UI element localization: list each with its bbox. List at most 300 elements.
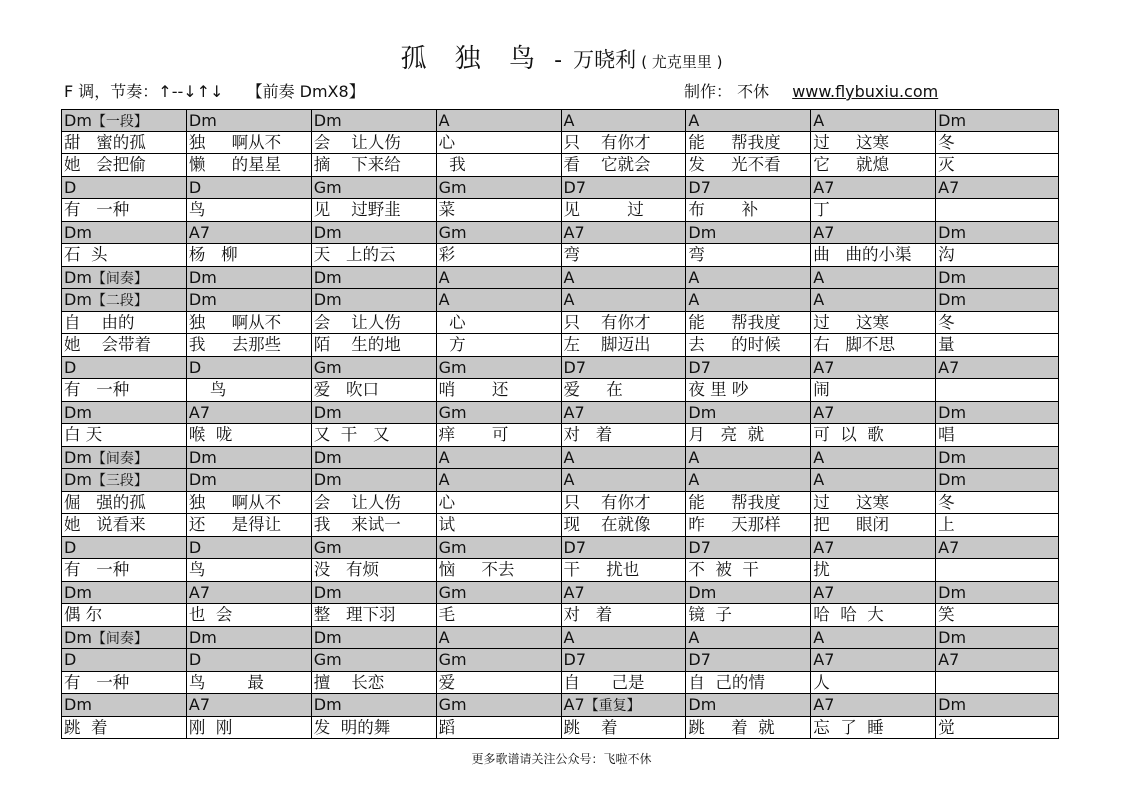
chord-cell [62, 402, 187, 424]
chord-name: Gm [438, 582, 467, 602]
chord-cell [437, 289, 562, 311]
lyric-cell: 整 理下羽 [312, 604, 437, 626]
chord-cell [437, 469, 562, 491]
chord-cell [187, 357, 312, 379]
chord-name: A7 [813, 402, 835, 422]
chord-name: A [563, 267, 575, 287]
lyric-cell: 弯 [686, 244, 811, 266]
chord-cell [62, 289, 187, 311]
lyric-cell: 菜 [437, 199, 562, 221]
chord-row [61, 109, 1059, 132]
lyric-row [61, 559, 1059, 582]
chord-name: D7 [688, 357, 711, 377]
chord-cell [811, 222, 936, 244]
lyric-cell: 唱 [936, 424, 1059, 446]
lyric-cell: 方 [437, 334, 562, 356]
chord-name: A [688, 470, 700, 489]
lyric-cell: 石 头 [62, 244, 187, 266]
chord-row [61, 627, 1059, 650]
lyric-cell: 自 己的情 [686, 672, 811, 694]
chord-name: D7 [688, 650, 711, 669]
chord-cell [312, 110, 437, 131]
chord-name: Dm [938, 695, 967, 714]
chord-row [61, 582, 1059, 605]
chord-name: A7 [813, 357, 835, 377]
chord-cell [686, 537, 811, 559]
lyric-cell: 心 [437, 492, 562, 514]
lyric-cell: 丁 [811, 199, 936, 221]
chord-cell [62, 222, 187, 244]
chord-name: Dm [938, 222, 967, 242]
lyric-cell: 自 由的 [62, 312, 187, 334]
lyric-row [61, 672, 1059, 695]
lyric-cell: 过 这寒 [811, 132, 936, 154]
chord-cell [686, 402, 811, 424]
chord-cell [936, 357, 1059, 379]
chord-name: D [188, 537, 202, 557]
instrument-subtitle: ( 尤克里里 ) [641, 53, 723, 71]
chord-name: Dm [188, 290, 217, 309]
lyric-cell: 跳 着 [62, 717, 187, 739]
chord-cell [562, 582, 687, 604]
chord-cell [187, 649, 312, 671]
lyric-cell: 过 这寒 [811, 312, 936, 334]
chord-cell [187, 627, 312, 649]
chord-cell [686, 627, 811, 649]
chord-cell [936, 469, 1059, 491]
chord-name: A [563, 470, 575, 489]
chord-name: Dm [188, 447, 217, 467]
chord-cell [811, 649, 936, 671]
lyric-cell: 有 一种 [62, 672, 187, 694]
chord-row [61, 537, 1059, 560]
website-link[interactable]: www.flybuxiu.com [792, 82, 939, 101]
chord-cell [936, 694, 1059, 716]
chord-cell [437, 537, 562, 559]
chord-cell [936, 222, 1059, 244]
chord-name: A [813, 470, 825, 489]
lyric-cell: 左 脚迈出 [562, 334, 687, 356]
lyric-cell: 月 亮 就 [686, 424, 811, 446]
lyric-cell: 又 干 又 [312, 424, 437, 446]
chord-name: D7 [688, 177, 711, 197]
section-label: 【三段】 [91, 473, 148, 489]
chord-cell [187, 289, 312, 311]
lyric-cell: 心 [437, 312, 562, 334]
lyric-cell: 独 啊从不 [187, 132, 312, 154]
section-label: 【间奏】 [91, 630, 148, 647]
chord-cell [686, 694, 811, 716]
lyric-cell: 看 它就会 [562, 154, 687, 176]
lyric-cell: 发 明的舞 [312, 717, 437, 739]
chord-cell [187, 222, 312, 244]
chord-name: D7 [563, 537, 586, 557]
chord-cell [437, 447, 562, 469]
lyric-cell: 跳 着 [562, 717, 687, 739]
chord-row [61, 469, 1059, 492]
chord-cell [437, 694, 562, 716]
chord-cell [936, 447, 1059, 469]
lyric-row [61, 132, 1059, 155]
chord-cell [811, 582, 936, 604]
chord-cell [686, 289, 811, 311]
lyric-cell: 天 上的云 [312, 244, 437, 266]
chord-cell [312, 537, 437, 559]
chord-name: A [563, 627, 575, 647]
chord-cell [936, 110, 1059, 131]
lyric-row [61, 717, 1059, 740]
lyric-cell [936, 379, 1059, 401]
chord-name: Dm [313, 447, 342, 467]
chord-cell [811, 447, 936, 469]
lyric-cell: 曲 曲的小渠 [811, 244, 936, 266]
chord-cell [811, 357, 936, 379]
chord-name: Dm [64, 695, 92, 714]
chord-cell [562, 469, 687, 491]
lyric-cell: 觉 [936, 717, 1059, 739]
chord-cell [62, 627, 187, 649]
lyric-cell: 蹈 [437, 717, 562, 739]
lyric-row [61, 244, 1059, 267]
chord-name: Gm [438, 537, 467, 557]
chord-name: A7 [188, 222, 210, 242]
lyric-cell: 毛 [437, 604, 562, 626]
chord-name: D [188, 650, 202, 669]
chord-cell [437, 267, 562, 289]
chord-name: A7 [188, 402, 210, 422]
chord-cell [312, 222, 437, 244]
lyric-cell: 心 [437, 132, 562, 154]
chord-name: Dm [313, 222, 342, 242]
chord-name: Gm [438, 695, 467, 714]
lyric-cell: 弯 [562, 244, 687, 266]
title-separator: - [554, 48, 563, 73]
chord-cell [437, 177, 562, 199]
chord-cell [811, 289, 936, 311]
chord-name: Gm [438, 177, 467, 197]
chord-row [61, 357, 1059, 380]
chord-name: A [438, 290, 450, 309]
lyric-cell: 有 一种 [62, 559, 187, 581]
lyric-cell: 没 有烦 [312, 559, 437, 581]
chord-name: Dm [313, 470, 342, 489]
chord-cell [936, 289, 1059, 311]
chord-row [61, 447, 1059, 470]
chord-name: A [688, 111, 700, 130]
chord-cell [562, 177, 687, 199]
chord-cell [562, 402, 687, 424]
chord-name: A [563, 290, 575, 309]
chord-name: Gm [438, 402, 467, 422]
chord-name: D7 [563, 650, 586, 669]
lyric-cell: 扰 [811, 559, 936, 581]
chord-cell [811, 267, 936, 289]
song-meta [64, 79, 365, 102]
lyric-cell: 哨 还 [437, 379, 562, 401]
section-label: 【间奏】 [91, 270, 148, 287]
chord-name: Dm [64, 447, 92, 467]
chord-name: Dm [313, 290, 342, 309]
lyric-cell: 试 [437, 514, 562, 536]
lyric-cell: 昨 天那样 [686, 514, 811, 536]
lyric-cell: 冬 [936, 492, 1059, 514]
lyric-cell: 她 会把偷 [62, 154, 187, 176]
lyric-cell [936, 672, 1059, 694]
lyric-cell: 刚 刚 [187, 717, 312, 739]
chord-name: A7 [563, 582, 585, 602]
lyric-cell: 会 让人伤 [312, 312, 437, 334]
chord-cell [437, 357, 562, 379]
intro-note: 【前奏 DmX8】 [246, 82, 365, 101]
chord-name: Dm [188, 111, 217, 130]
chord-lyric-sheet [61, 109, 1059, 739]
lyric-cell: 会 让人伤 [312, 132, 437, 154]
chord-name: A [688, 267, 700, 287]
lyric-cell: 不 被 干 [686, 559, 811, 581]
lyric-cell: 冬 [936, 312, 1059, 334]
lyric-row [61, 334, 1059, 357]
chord-row [61, 694, 1059, 717]
chord-name: Dm [688, 695, 717, 714]
lyric-cell: 见 过野韭 [312, 199, 437, 221]
lyric-cell: 右 脚不思 [811, 334, 936, 356]
chord-name: Gm [438, 650, 467, 669]
chord-cell [62, 447, 187, 469]
chord-name: A [438, 447, 450, 467]
lyric-cell: 对 着 [562, 424, 687, 446]
lyric-cell: 人 [811, 672, 936, 694]
chord-cell [187, 267, 312, 289]
section-label: 【间奏】 [91, 450, 148, 467]
chord-cell [62, 582, 187, 604]
lyric-row [61, 514, 1059, 537]
lyric-cell: 鸟 最 [187, 672, 312, 694]
chord-name: A [688, 290, 700, 309]
chord-cell [936, 177, 1059, 199]
chord-cell [562, 537, 687, 559]
chord-cell [686, 177, 811, 199]
chord-cell [686, 222, 811, 244]
chord-name: Dm [938, 582, 967, 602]
lyric-cell: 也 会 [187, 604, 312, 626]
chord-cell [312, 627, 437, 649]
lyric-cell: 可 以 歌 [811, 424, 936, 446]
chord-name: A [813, 290, 825, 309]
chord-name: Dm [313, 695, 342, 714]
credits [684, 79, 938, 102]
chord-cell [187, 469, 312, 491]
key-rhythm: F 调，节奏：↑--↓↑↓ [64, 82, 224, 101]
song-title: 孤 独 鸟 [400, 44, 546, 74]
chord-name: D7 [688, 537, 711, 557]
chord-name: A7 [938, 177, 960, 197]
chord-name: Dm [313, 111, 342, 130]
lyric-cell: 独 啊从不 [187, 312, 312, 334]
chord-name: A [438, 470, 450, 489]
chord-name: A7 [188, 695, 210, 714]
chord-cell [312, 289, 437, 311]
lyric-cell: 上 [936, 514, 1059, 536]
chord-name: Gm [313, 650, 342, 669]
section-label: 【二段】 [91, 293, 148, 309]
lyric-cell: 哈 哈 大 [811, 604, 936, 626]
chord-name: A [438, 111, 450, 130]
chord-name: A7 [813, 650, 835, 669]
section-label: 【一段】 [91, 114, 148, 130]
chord-cell [686, 267, 811, 289]
lyric-cell: 忘 了 睡 [811, 717, 936, 739]
chord-name: A7 [813, 222, 835, 242]
chord-cell [562, 222, 687, 244]
chord-name: Dm [313, 267, 342, 287]
lyric-cell: 爱 [437, 672, 562, 694]
chord-name: Dm [938, 627, 967, 647]
chord-name: Gm [438, 222, 467, 242]
lyric-cell: 沟 [936, 244, 1059, 266]
chord-cell [686, 447, 811, 469]
lyric-cell: 白 天 [62, 424, 187, 446]
lyric-cell [936, 199, 1059, 221]
chord-cell [437, 110, 562, 131]
chord-cell [562, 649, 687, 671]
chord-cell [312, 694, 437, 716]
section-label: 【重复】 [584, 698, 641, 714]
chord-name: A7 [813, 582, 835, 602]
chord-row [61, 289, 1059, 312]
chord-name: A7 [813, 177, 835, 197]
chord-cell [62, 537, 187, 559]
lyric-cell: 爱 在 [562, 379, 687, 401]
lyric-row [61, 154, 1059, 177]
chord-cell [936, 537, 1059, 559]
lyric-cell: 布 补 [686, 199, 811, 221]
chord-cell [811, 694, 936, 716]
chord-cell [562, 357, 687, 379]
chord-row [61, 402, 1059, 425]
chord-name: D [64, 177, 77, 197]
chord-name: D [188, 357, 202, 377]
chord-cell [936, 649, 1059, 671]
chord-name: D7 [563, 177, 586, 197]
lyric-row [61, 424, 1059, 447]
chord-cell [62, 694, 187, 716]
chord-name: Dm [938, 402, 967, 422]
chord-row [61, 222, 1059, 245]
lyric-cell: 鸟 [187, 199, 312, 221]
chord-name: A [813, 447, 825, 467]
lyric-cell: 只 有你才 [562, 312, 687, 334]
chord-name: Dm [188, 470, 217, 489]
chord-cell [811, 177, 936, 199]
lyric-cell: 冬 [936, 132, 1059, 154]
chord-name: Dm [938, 111, 967, 130]
chord-name: Dm [313, 582, 342, 602]
lyric-cell: 痒 可 [437, 424, 562, 446]
chord-cell [187, 582, 312, 604]
lyric-cell: 会 让人伤 [312, 492, 437, 514]
lyric-cell: 只 有你才 [562, 492, 687, 514]
chord-name: Dm [938, 447, 967, 467]
chord-cell [686, 357, 811, 379]
lyric-cell: 灭 [936, 154, 1059, 176]
lyric-cell: 把 眼闭 [811, 514, 936, 536]
chord-cell [187, 177, 312, 199]
chord-name: Dm [688, 582, 717, 602]
chord-cell [437, 649, 562, 671]
chord-cell [562, 110, 687, 131]
lyric-cell: 能 帮我度 [686, 312, 811, 334]
chord-cell [936, 627, 1059, 649]
chord-name: Dm [64, 111, 92, 130]
chord-name: D7 [563, 357, 586, 377]
chord-name: A7 [813, 695, 835, 714]
chord-name: A [813, 111, 825, 130]
lyric-cell: 闹 [811, 379, 936, 401]
chord-name: Dm [64, 222, 92, 242]
chord-cell [811, 537, 936, 559]
chord-name: A7 [938, 650, 960, 669]
lyric-cell: 我 [437, 154, 562, 176]
lyric-cell: 独 啊从不 [187, 492, 312, 514]
chord-name: Dm [938, 267, 967, 287]
chord-name: A [563, 111, 575, 130]
lyric-cell: 陌 生的地 [312, 334, 437, 356]
chord-cell [62, 267, 187, 289]
lyric-cell: 现 在就像 [562, 514, 687, 536]
chord-name: A7 [938, 357, 960, 377]
lyric-row [61, 199, 1059, 222]
lyric-cell: 我 来试一 [312, 514, 437, 536]
chord-name: Dm [64, 402, 92, 422]
chord-cell [562, 267, 687, 289]
chord-cell [936, 402, 1059, 424]
lyric-cell: 偶 尔 [62, 604, 187, 626]
chord-name: Dm [688, 402, 717, 422]
chord-row [61, 177, 1059, 200]
chord-cell [686, 469, 811, 491]
lyric-cell: 笑 [936, 604, 1059, 626]
chord-row [61, 267, 1059, 290]
lyric-row [61, 604, 1059, 627]
lyric-row [61, 492, 1059, 515]
lyric-cell [936, 559, 1059, 581]
chord-name: A7 [813, 537, 835, 557]
chord-name: Dm [188, 267, 217, 287]
lyric-cell: 她 说看来 [62, 514, 187, 536]
lyric-cell: 有 一种 [62, 199, 187, 221]
chord-cell [437, 627, 562, 649]
chord-cell [811, 110, 936, 131]
chord-name: D [64, 357, 77, 377]
lyric-cell: 杨 柳 [187, 244, 312, 266]
lyric-cell: 摘 下来给 [312, 154, 437, 176]
lyric-cell: 她 会带着 [62, 334, 187, 356]
chord-cell [187, 402, 312, 424]
chord-cell [562, 627, 687, 649]
chord-name: D [64, 537, 77, 557]
chord-name: A [563, 447, 575, 467]
lyric-cell: 喉 咙 [187, 424, 312, 446]
chord-name: Dm [64, 470, 92, 489]
chord-cell [811, 402, 936, 424]
chord-name: A [813, 267, 825, 287]
lyric-cell: 爱 吹口 [312, 379, 437, 401]
chord-cell [312, 402, 437, 424]
chord-cell [686, 110, 811, 131]
lyric-cell: 我 去那些 [187, 334, 312, 356]
chord-name: A7 [563, 695, 585, 714]
lyric-cell: 见 过 [562, 199, 687, 221]
